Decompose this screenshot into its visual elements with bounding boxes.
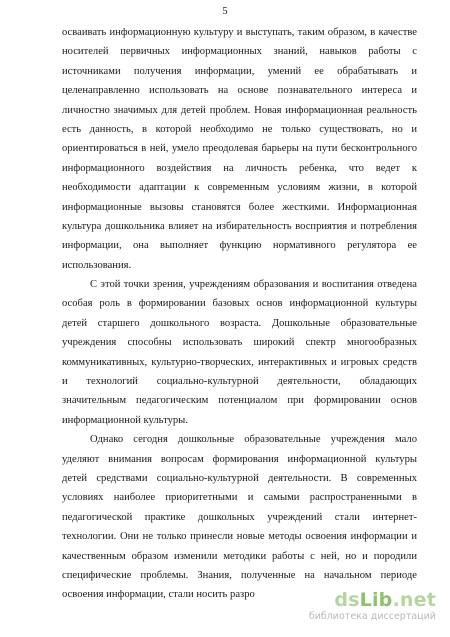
paragraph bbox=[62, 23, 417, 275]
text-line: необходимости адаптации к современным условиям жизни, в которой bbox=[62, 182, 417, 194]
text-line: уделяют внимания вопросам формирования информационной культуры bbox=[62, 453, 417, 465]
text-line: есть данность, в которой необходимо не только существовать, но и bbox=[62, 123, 417, 135]
text-line: информационные вызовы становятся более жесткими. Информационная bbox=[62, 201, 417, 213]
text-line: детей старшего дошкольного возраста. Дошкольные образовательные bbox=[62, 317, 417, 329]
watermark-logo-suffix: .net bbox=[392, 589, 436, 611]
text-line: качественным образом изменили методики работы с ней, но и породили bbox=[62, 550, 417, 562]
text-line: использования. bbox=[62, 259, 132, 271]
paragraph bbox=[62, 275, 417, 430]
watermark-logo bbox=[334, 589, 436, 611]
text-line: культура дошкольника влияет на избирательность восприятия и потребления bbox=[62, 220, 417, 232]
watermark bbox=[308, 589, 436, 623]
text-line: С этой точки зрения, учреждениям образования и воспитания отведена bbox=[90, 279, 417, 291]
text-line: специфические проблемы. Знания, полученные на начальном периоде bbox=[62, 569, 417, 581]
text-line: информационного воздействия на личность ребенка, что ведет к bbox=[62, 162, 417, 174]
text-line: информации, она выполняет функцию нормативного регулятора ее bbox=[62, 240, 417, 252]
text-line: педагогической практике дошкольных учреждений стали интернет- bbox=[62, 511, 417, 523]
text-line: детей средствами социально-культурной деятельности. В современных bbox=[62, 472, 417, 484]
document-body bbox=[62, 23, 417, 605]
text-line: источниками получения информации, умений ее обрабатывать и bbox=[62, 65, 417, 77]
text-line: коммуникативных, культурно-творческих, интерактивных и игровых средств bbox=[62, 356, 417, 368]
text-line: ориентироваться в ней, умело преодолевая барьеры на пути бесконтрольного bbox=[62, 143, 417, 155]
text-line: целенаправленно использовать на основе познавательного интереса и bbox=[62, 85, 417, 97]
text-line: освоения информации, стали носить разро bbox=[62, 589, 255, 601]
paragraph bbox=[62, 430, 417, 605]
watermark-logo-prefix: ds bbox=[334, 589, 360, 611]
text-line: особая роль в формировании базовых основ информационной культуры bbox=[62, 298, 417, 310]
text-line: осваивать информационную культуру и выступать, таким образом, в качестве bbox=[62, 27, 417, 38]
text-line: информационной культуры. bbox=[62, 414, 188, 426]
page-number: 5 bbox=[222, 6, 228, 17]
text-line: учреждения способны использовать широкий спектр многообразных bbox=[62, 337, 417, 349]
text-line: носителей первичных информационных знаний, навыков работы с bbox=[62, 46, 417, 58]
text-line: и технологий социально-культурной деятельности, обладающих bbox=[62, 376, 417, 388]
text-line: технологии. Они не только принесли новые методы освоения информации и bbox=[62, 531, 417, 543]
text-line: условиях наиболее приоритетными и самыми распространенными в bbox=[62, 492, 417, 504]
text-line: личностно значимых для детей проблем. Новая информационная реальность bbox=[62, 104, 417, 116]
watermark-subtitle: библиотека диссертаций bbox=[308, 611, 436, 622]
watermark-logo-main: Lib bbox=[359, 589, 393, 611]
text-line: Однако сегодня дошкольные образовательные учреждения мало bbox=[90, 434, 417, 446]
text-line: значительным педагогическим потенциалом при формировании основ bbox=[62, 395, 417, 407]
